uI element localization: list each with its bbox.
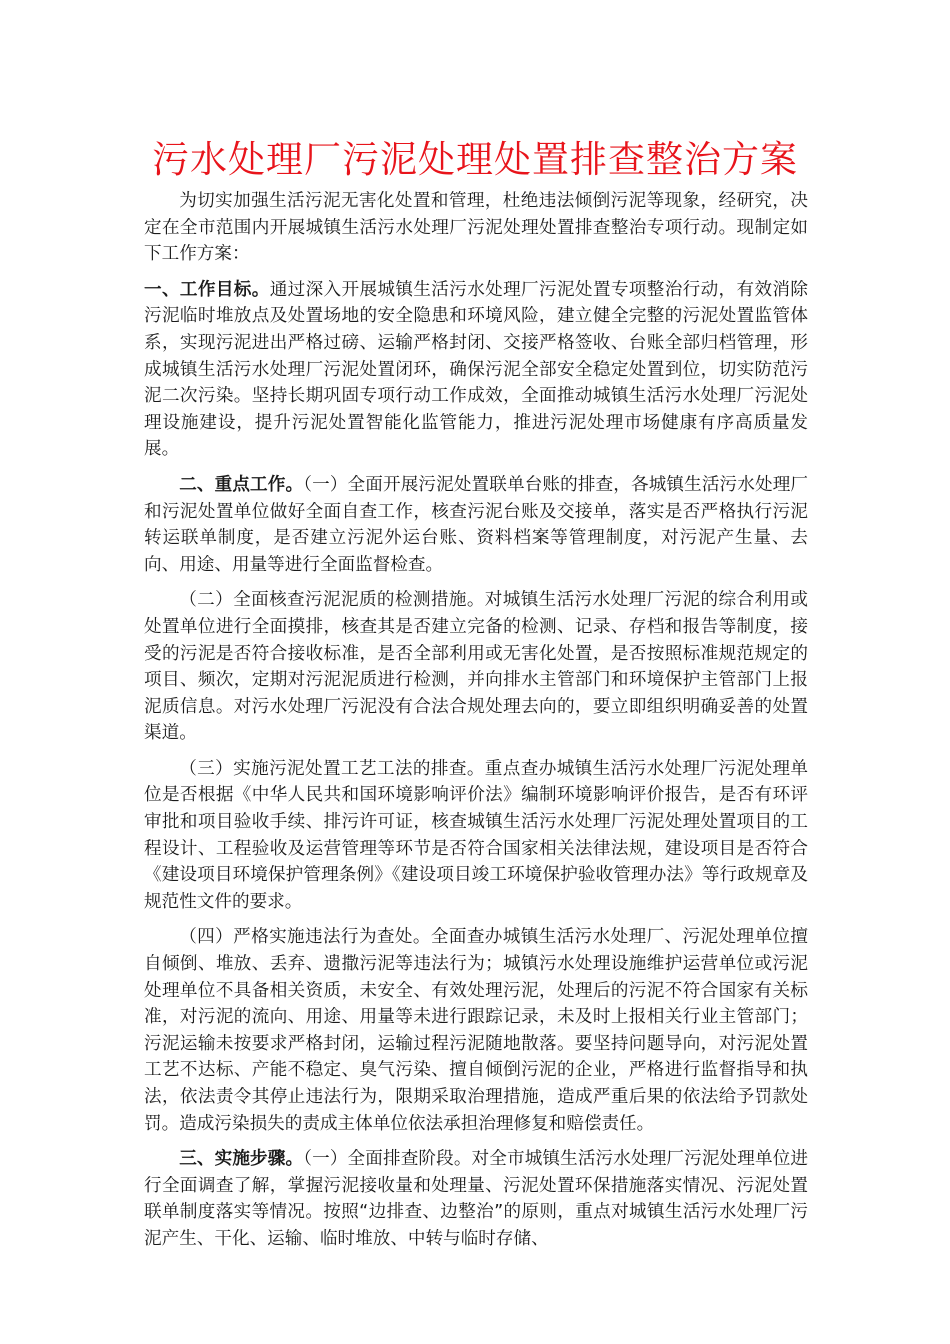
section-key-work-item-1: （一）全面开展污泥处置联单台账的排查，各城镇生活污水处理厂和污泥处置单位做好全面自查工作，核查污泥台账及交接单，落实是否严格执行污泥转运联单制度，是否建立污泥外运台账、资料档案等管理制度，对污泥产生量、去向、用途、用量等进行全面监督检查。 [144, 474, 809, 575]
section-key-work [144, 472, 808, 578]
section-implementation-steps-text: （一）全面排查阶段。对全市城镇生活污水处理厂污泥处理单位进行全面调查了解，掌握污泥接收量和处理量、污泥处置环保措施落实情况、污泥处置联单制度落实等情况。按照“边排查、边整治”的原则，重点对城镇生活污水处理厂污泥产生、干化、运输、临时堆放、中转与临时存储、 [144, 1149, 809, 1249]
section-implementation-steps-heading: 三、实施步骤。 [179, 1149, 304, 1170]
document-body [144, 188, 808, 1262]
section-work-goal-heading: 一、工作目标。 [144, 279, 270, 300]
section-key-work-heading: 二、重点工作。 [179, 474, 304, 495]
section-work-goal-text: 通过深入开展城镇生活污水处理厂污泥处置专项整治行动，有效消除污泥临时堆放点及处置场地的安全隐患和环境风险，建立健全完整的污泥处置监管体系，实现污泥进出严格过磅、运输严格封闭、交接严格签收、台账全部归档管理，形成城镇生活污水处理厂污泥处置闭环，确保污泥全部安全稳定处置到位，切实防范污泥二次污染。坚持长期巩固专项行动工作成效，全面推动城镇生活污水处理厂污泥处理设施建设，提升污泥处置智能化监管能力，推进污泥处理市场健康有序高质量发展。 [144, 279, 808, 460]
document-title: 污水处理厂污泥处理处置排查整治方案 [152, 138, 798, 181]
section-implementation-steps [144, 1146, 808, 1252]
section-key-work-item-2: （二）全面核查污泥泥质的检测措施。对城镇生活污水处理厂污泥的综合利用或处置单位进行全面摸排，核查其是否建立完备的检测、记录、存档和报告等制度，接受的污泥是否符合接收标准，是否全部利用或无害化处置，是否按照标准规范规定的项目、频次，定期对污泥泥质进行检测，并向排水主管部门和环境保护主管部门上报泥质信息。对污水处理厂污泥没有合法合规处理去向的，要立即组织明确妥善的处置渠道。 [144, 590, 808, 744]
intro-paragraph: 为切实加强生活污泥无害化处置和管理，杜绝违法倾倒污泥等现象，经研究，决定在全市范围内开展城镇生活污水处理厂污泥处理处置排查整治专项行动。现制定如下工作方案： [144, 191, 808, 265]
section-key-work-item-3: （三）实施污泥处置工艺工法的排查。重点查办城镇生活污水处理厂污泥处理单位是否根据《中华人民共和国环境影响评价法》编制环境影响评价报告，是否有环评审批和项目验收手续、排污许可证，核查城镇生活污水处理厂污泥处理处置项目的工程设计、工程验收及运营管理等环节是否符合国家相关法律法规，建设项目是否符合《建设项目环境保护管理条例》《建设项目竣工环境保护验收管理办法》等行政规章及规范性文件的要求。 [144, 758, 808, 912]
section-work-goal [144, 277, 808, 463]
section-key-work-item-4: （四）严格实施违法行为查处。全面查办城镇生活污水处理厂、污泥处理单位擅自倾倒、堆放、丢弃、遗撒污泥等违法行为；城镇污水处理设施维护运营单位或污泥处理单位不具备相关资质，未安全、有效处理污泥，处理后的污泥不符合国家有关标准，对污泥的流向、用途、用量等未进行跟踪记录，未及时上报相关行业主管部门；污泥运输未按要求严格封闭，运输过程污泥随地散落。要坚持问题导向，对污泥处置工艺不达标、产能不稳定、臭气污染、擅自倾倒污泥的企业，严格进行监督指导和执法，依法责令其停止违法行为，限期采取治理措施，造成严重后果的依法给予罚款处罚。造成污染损失的责成主体单位依法承担治理修复和赔偿责任。 [144, 927, 808, 1134]
